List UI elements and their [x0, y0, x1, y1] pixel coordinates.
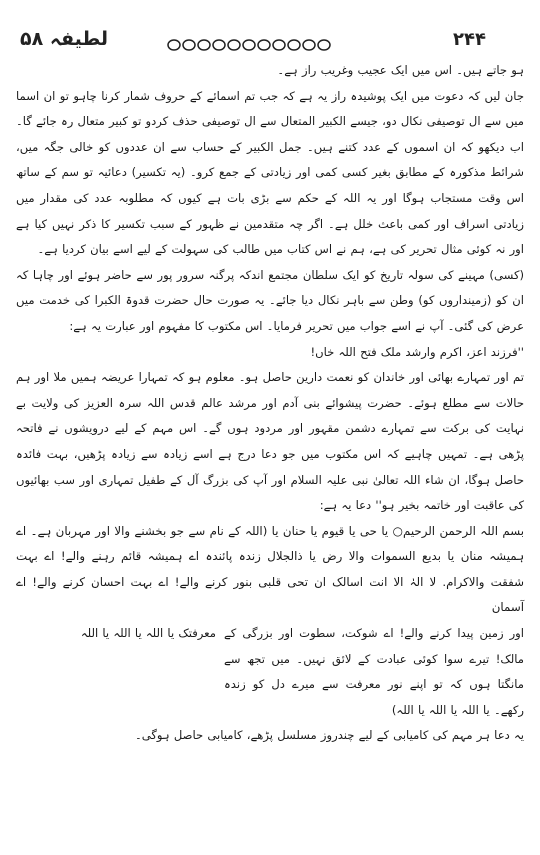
chapter-title: لطیفہ ۵۸ — [20, 28, 109, 50]
dua-opening: بسم اللہ الرحمن الرحیم○ یا حی یا قیوم یا حنان یا (اللہ کے نام سے جو بخشنے والا اور مہربان ہے۔ اے ہمیشہ منان یا بدیع السموات والا رض یا ذالجلال زندہ پائندہ اے ہمیشہ قائم رہنے والے! اے بہت شفقت والاکرام. لا الہٰ الا انت اسالک ان تحی قلبی بنور کرنے والے! اے بہت احسان کرنے والے! اے آسمان — [16, 523, 524, 615]
ornament-chain-divider — [166, 37, 336, 53]
dua-continuation: اور زمین پیدا کرنے والے! اے شوکت، سطوت اور بزرگی کے مالک! تیرے سوا کوئی عبادت کے لائق نہیں۔ میں تجھ سے مانگتا ہوں کہ تو اپنے نور معرفت سے میرے دل کو زندہ رکھے۔ یا اللہ یا اللہ یا اللہ) — [224, 626, 524, 717]
paragraph: تم اور تمہارے بھائی اور خاندان کو نعمت دارین حاصل ہو۔ معلوم ہو کہ تمہارا عریضہ ہمیں ملا اور ہم حالات سے مطلع ہوئے۔ حضرت پیشوائے بنی آدم اور مرشد عالم قدس اللہ سرہ العزیز کی ولایت بے نہایت کی برکت سے تمہارے دشمن مقہور اور مردود ہوں گے۔ اس مہم کے لیے درویشوں نے فاتحہ پڑھی ہے۔ تمہیں چاہیے کہ اس مکتوب میں جو دعا درج ہے اسے زیادہ سے زیادہ پڑھیں، بہت فائدہ حاصل ہوگا، ان شاء اللہ تعالیٰ نبی علیہ السلام اور آپ کی بزرگ آل کے طفیل تمہاری اور سب بھائیوں کی عاقبت اور خاتمہ بخیر ہو'' دعا یہ ہے: — [16, 370, 524, 513]
dua-tail — [16, 621, 524, 723]
paragraph: جان لیں کہ دعوت میں ایک پوشیدہ راز یہ ہے کہ جب تم اسمائے کے حروف شمار کرنا چاہو تو ان اسما میں سے ال توصیفی نکال دو، جیسے الکبیر المتعال سے ال توصیفی حذف کردو تو کبیر متعال رہ جائے گا۔ اب دیکھو کہ ان اسموں کے عدد کتنے ہیں۔ جمل الکبیر کے حساب سے ان عددوں کو خالی جگہ میں، شرائط مذکورہ کے مطابق بغیر کسی کمی اور زیادتی کے جمع کرو۔ (یہ تکسیر) دعائیہ تو سم کے ساتھ اس وقت مستجاب ہوگا اور یہ اللہ کے حکم سے بڑی بات ہے کیوں کہ مطلوبہ عدد کی مقدار میں زیادتی اسراف اور کمی باعث خلل ہے۔ اگر چہ متقدمین نے ظہور کے سبب تکسیر کا ذکر نہیں کیا ہے اور نہ کوئی مثال تحریر کی ہے، ہم نے اس کتاب میں طالب کی سہولت کے لیے اسے بیان کردیا ہے۔ — [16, 88, 524, 257]
dua-block — [16, 519, 524, 724]
paragraph: ہو جاتے ہیں۔ اس میں ایک عجیب وغریب راز ہے۔ — [277, 63, 524, 77]
dua-end-line: معرفتک یا اللہ یا اللہ یا اللہ — [80, 626, 216, 641]
paragraph: ''فرزند اعز، اکرم وارشد ملک فتح اللہ خاں! — [310, 344, 524, 359]
closing-line: یہ دعا ہر مہم کی کامیابی کے لیے چندروز مسلسل پڑھے، کامیابی حاصل ہوگی۔ — [134, 728, 524, 743]
page-header — [0, 28, 540, 58]
page-number: ۲۴۴ — [453, 29, 486, 50]
paragraph: (کسی) مہینے کی سولہ تاریخ کو ایک سلطان مجتمع اندکہ پرگنہ سرور پور سے حاضر ہوئے اور چاہا کہ ان کو (زمینداروں کو) وطن سے باہر نکال دیا جائے۔ یہ صورت حال حضرت قدوۃ الکبرا کی خدمت میں عرض کی گئی۔ آپ نے اسے جواب میں تحریر فرمایا۔ اس مکتوب کا مفہوم اور عبارت یہ ہے: — [16, 267, 524, 333]
body-text — [16, 58, 524, 749]
